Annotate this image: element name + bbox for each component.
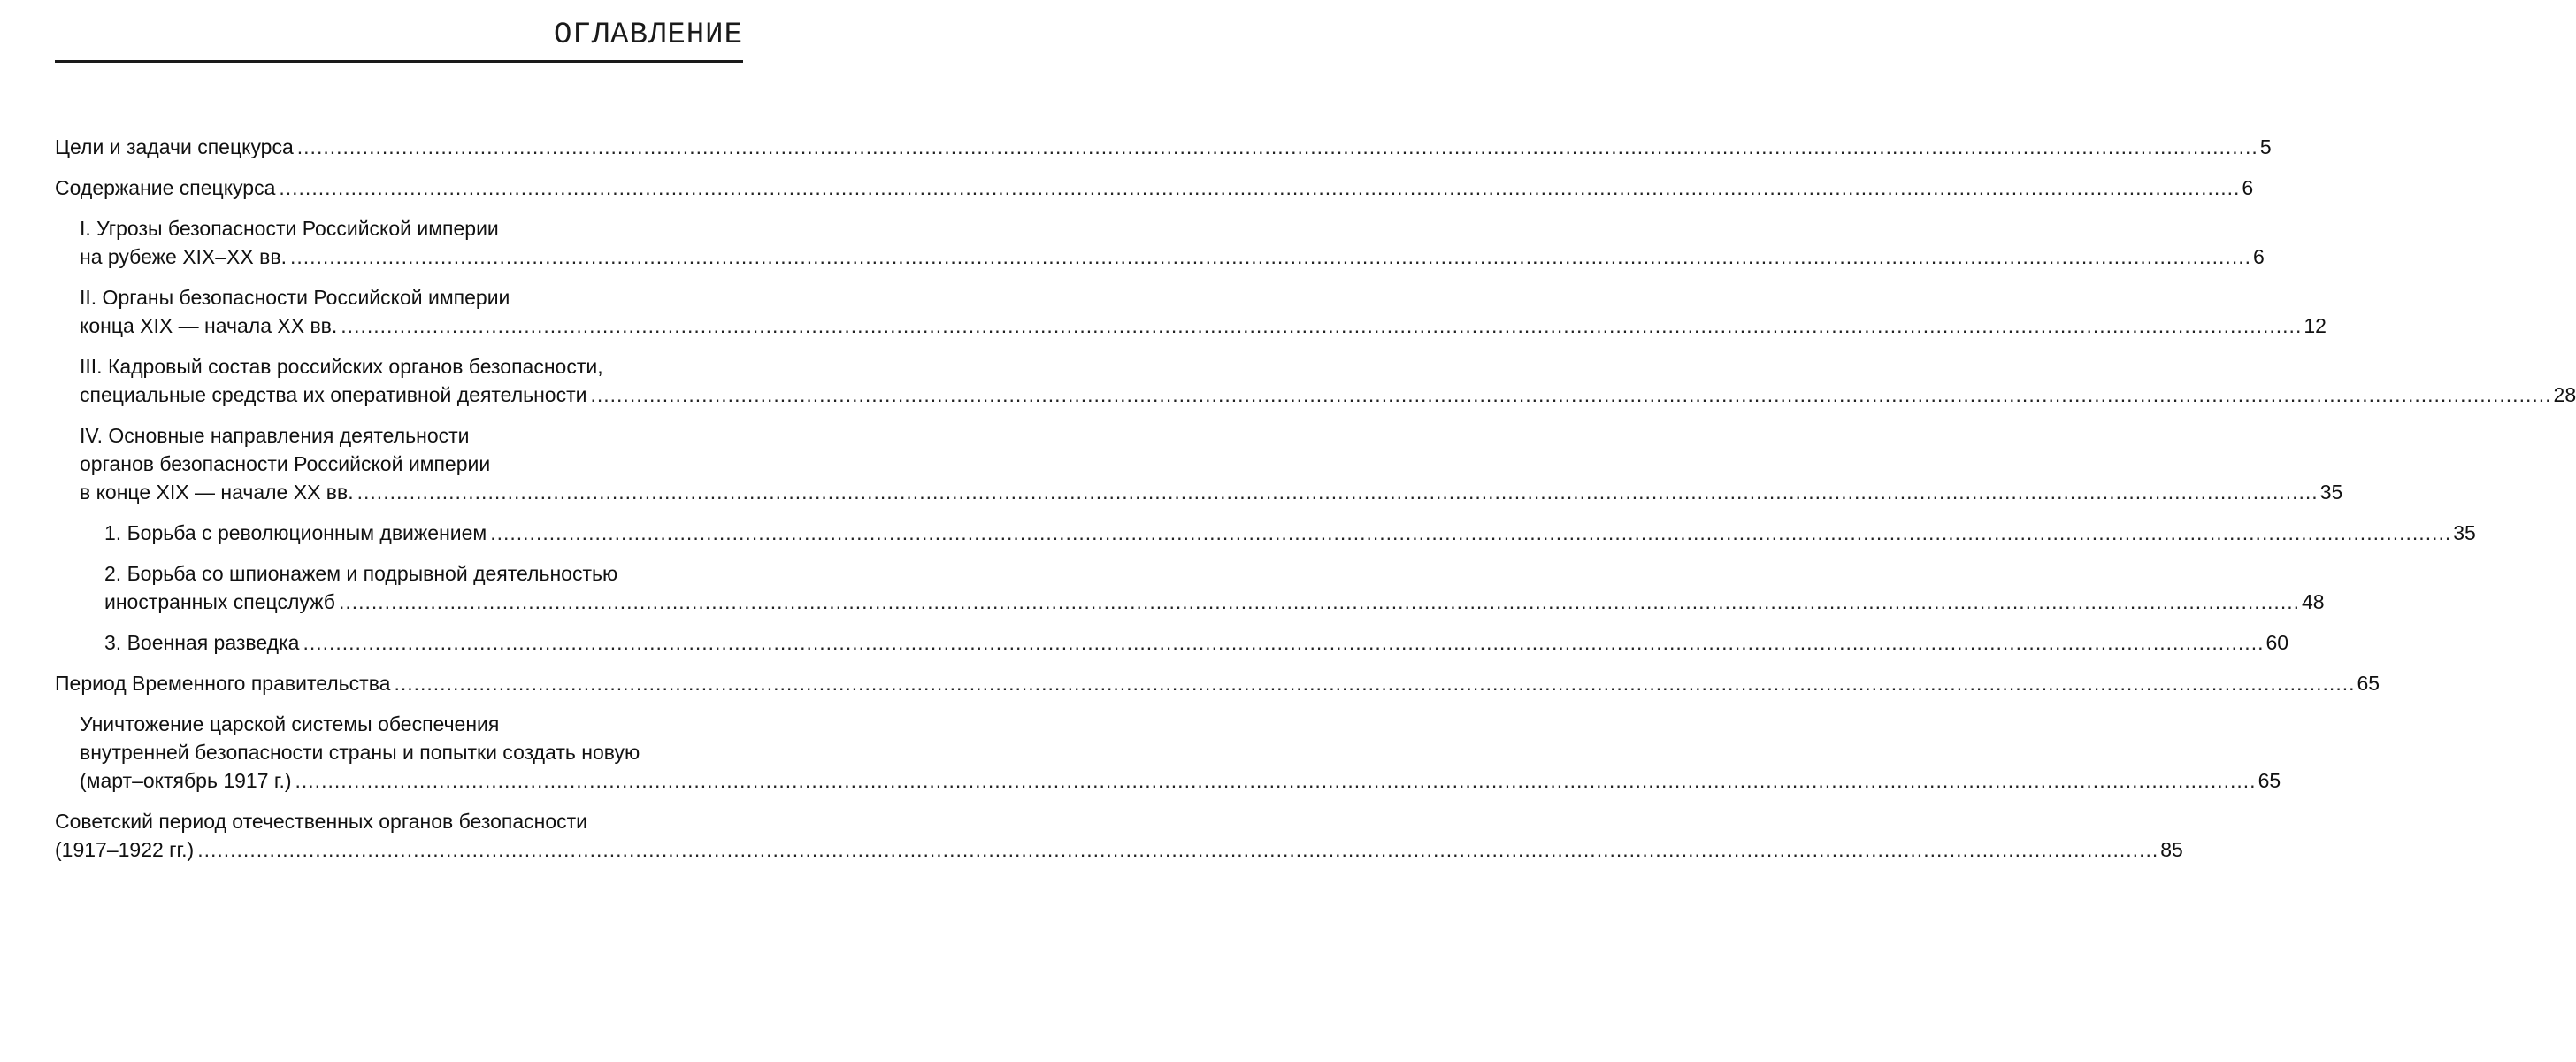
toc-entry-last-line [104, 628, 2289, 657]
toc-entry-text-line: 2. Борьба со шпионажем и подрывной деятельностью [104, 562, 618, 585]
toc-entry[interactable] [55, 559, 2325, 616]
toc-entry[interactable] [55, 519, 2476, 547]
toc-dot-leader: ............................................................................................................................................................................................................................................................................................................ [279, 176, 2241, 199]
toc-dot-leader: ............................................................................................................................................................................................................................................................................................................ [197, 838, 2159, 861]
toc-page-number: 48 [2302, 590, 2325, 613]
toc-entry-text-line: на рубеже XIX–XX вв. [80, 245, 287, 268]
table-of-contents [55, 133, 2576, 876]
toc-entry-text-line: конца XIX — начала XX вв. [80, 314, 338, 337]
toc-entry-text-line: внутренней безопасности страны и попытки создать новую [80, 741, 640, 764]
toc-entry-last-line [80, 312, 2327, 340]
toc-entry-text-line: органов безопасности Российской империи [80, 452, 491, 475]
toc-entry-text-line: III. Кадровый состав российских органов безопасности, [80, 355, 603, 378]
toc-page-number: 6 [2253, 245, 2265, 268]
toc-entry-last-line [80, 766, 2281, 795]
toc-entry-last-line [80, 381, 2576, 409]
toc-entry-last-line [104, 519, 2476, 547]
toc-entry-last-line [55, 835, 2183, 864]
toc-page-number: 60 [2266, 631, 2289, 654]
toc-page-number: 35 [2319, 481, 2343, 504]
toc-entry[interactable] [55, 133, 2272, 161]
toc-dot-leader: ............................................................................................................................................................................................................................................................................................................ [356, 481, 2319, 504]
toc-entry-text-line: 1. Борьба с революционным движением [104, 521, 487, 544]
page-title: ОГЛАВЛЕНИЕ [553, 19, 743, 52]
toc-entry-text-line: специальные средства их оперативной деятельности [80, 383, 587, 406]
toc-page-number: 6 [2242, 176, 2254, 199]
toc-entry-text-line: I. Угрозы безопасности Российской империи [80, 217, 499, 240]
toc-entry-text-line: IV. Основные направления деятельности [80, 424, 470, 447]
toc-entry-text-line: Цели и задачи спецкурса [55, 135, 294, 158]
title-rule [55, 60, 743, 63]
toc-dot-leader: ............................................................................................................................................................................................................................................................................................................ [590, 383, 2552, 406]
toc-entry-last-line [55, 669, 2380, 697]
toc-dot-leader: ............................................................................................................................................................................................................................................................................................................ [303, 631, 2265, 654]
toc-page-number: 12 [2304, 314, 2327, 337]
toc-dot-leader: ............................................................................................................................................................................................................................................................................................................ [338, 590, 2300, 613]
toc-entry[interactable] [55, 173, 2254, 202]
toc-entry[interactable] [55, 214, 2265, 271]
toc-entry-text-line: (март–октябрь 1917 г.) [80, 769, 292, 792]
toc-entry[interactable] [55, 421, 2343, 506]
toc-entry[interactable] [55, 669, 2380, 697]
toc-dot-leader: ............................................................................................................................................................................................................................................................................................................ [341, 314, 2303, 337]
toc-entry-last-line [80, 242, 2265, 271]
toc-entry-text-line: Период Временного правительства [55, 672, 391, 695]
toc-entry-text-line: 3. Военная разведка [104, 631, 300, 654]
toc-entry[interactable] [55, 807, 2183, 864]
toc-entry-text-line: Советский период отечественных органов безопасности [55, 810, 588, 833]
toc-entry-text-line: в конце XIX — начале XX вв. [80, 481, 354, 504]
toc-entry[interactable] [55, 352, 2576, 409]
toc-dot-leader: ............................................................................................................................................................................................................................................................................................................ [490, 521, 2452, 544]
toc-entry-text-line: Содержание спецкурса [55, 176, 276, 199]
toc-entry[interactable] [55, 628, 2289, 657]
toc-dot-leader: ............................................................................................................................................................................................................................................................................................................ [296, 135, 2258, 158]
toc-entry-text-line: Уничтожение царской системы обеспечения [80, 712, 500, 735]
toc-page-number: 35 [2453, 521, 2476, 544]
toc-entry-text-line: (1917–1922 гг.) [55, 838, 195, 861]
toc-entry-last-line [55, 173, 2254, 202]
toc-entry-last-line [104, 588, 2325, 616]
toc-entry-last-line [80, 478, 2343, 506]
toc-entry[interactable] [55, 283, 2327, 340]
toc-dot-leader: ............................................................................................................................................................................................................................................................................................................ [295, 769, 2257, 792]
toc-dot-leader: ............................................................................................................................................................................................................................................................................................................ [289, 245, 2251, 268]
toc-page-number: 28 [2553, 383, 2576, 406]
toc-dot-leader: ............................................................................................................................................................................................................................................................................................................ [394, 672, 2356, 695]
toc-page-number: 5 [2259, 135, 2272, 158]
toc-entry-text-line: иностранных спецслужб [104, 590, 335, 613]
toc-page-number: 65 [2357, 672, 2380, 695]
toc-entry-text-line: II. Органы безопасности Российской империи [80, 286, 510, 309]
toc-entry[interactable] [55, 710, 2281, 795]
toc-page-number: 85 [2160, 838, 2183, 861]
toc-page-number: 65 [2258, 769, 2281, 792]
toc-entry-last-line [55, 133, 2272, 161]
